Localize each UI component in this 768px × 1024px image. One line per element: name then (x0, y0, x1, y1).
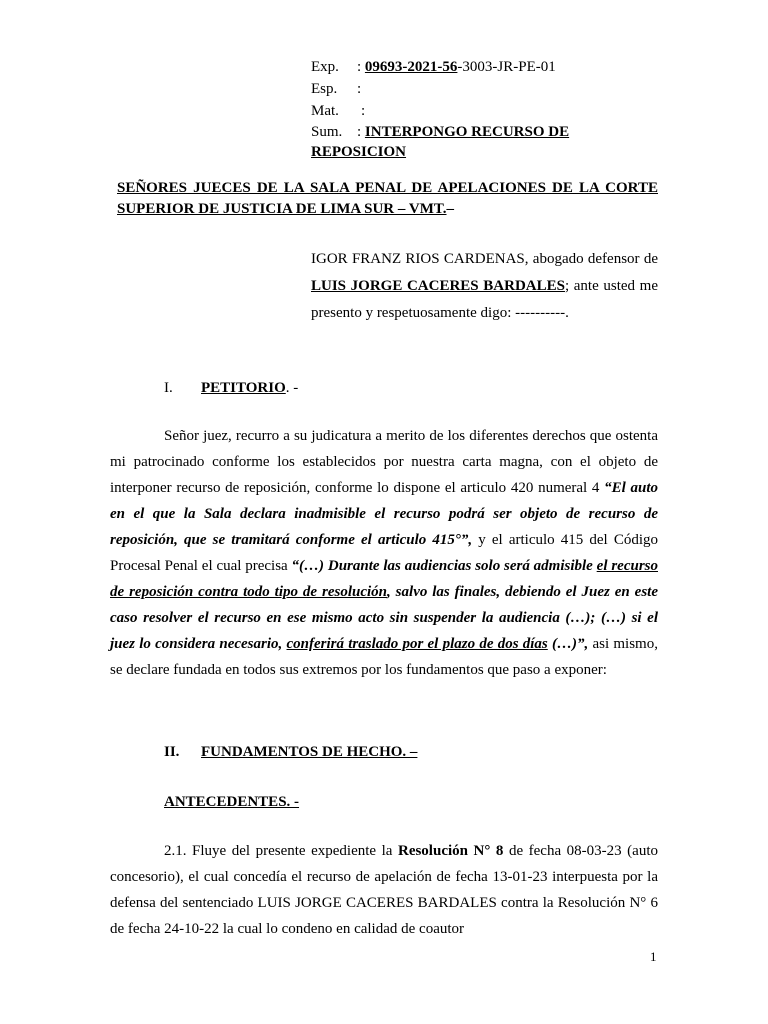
section-2-title: FUNDAMENTOS DE HECHO. – (201, 744, 418, 760)
sum-label: Sum. (311, 124, 343, 140)
section-2-numeral: II. (164, 744, 180, 760)
court-addressee (117, 178, 658, 220)
court-addressee-text: SEÑORES JUECES DE LA SALA PENAL DE APELACIONES DE LA CORTE SUPERIOR DE JUSTICIA DE LIMA SUR – VMT. (117, 180, 658, 217)
case-header (311, 56, 611, 162)
intro-text-2: ; ante usted me presento y respetuosamente digo: ----------. (311, 278, 659, 321)
para-2-1-text-2: de fecha 08-03-23 (auto concesorio), el cual concedía el recurso de apelación de fecha 13-01-23 interpuesta por la defensa del sentenciado LUIS JORGE CACERES BARDALES contra la Resolución N° 6 de fecha 24-10-22 la cual lo condeno en calidad de coautor (110, 843, 658, 937)
petitorio-quote-2a: “(…) Durante las audiencias solo será admisible (291, 558, 597, 574)
section-2-heading (164, 742, 417, 762)
petitorio-quote-2-underlined-2: conferirá traslado por el plazo de dos días (286, 636, 548, 652)
header-mat-row (311, 100, 611, 122)
section-1-numeral: I. (164, 380, 173, 396)
header-esp-row (311, 78, 611, 100)
exp-number-underlined: 09693-2021-56 (364, 59, 458, 75)
mat-separator: : (361, 103, 366, 119)
petitorio-text-2: y el articulo 415 del Código Procesal Penal el cual precisa (110, 532, 658, 574)
petitorio-paragraph (110, 423, 658, 683)
exp-separator: : (357, 59, 362, 75)
header-sum-row (311, 122, 611, 142)
section-1-title: PETITORIO (201, 380, 286, 396)
intro-text-1: IGOR FRANZ RIOS CARDENAS, abogado defensor de (311, 251, 658, 267)
petitorio-quote-2-underlined: el recurso de reposición contra todo tipo de resolución (110, 558, 658, 600)
sum-title-line1: INTERPONGO RECURSO DE (364, 124, 570, 140)
petitorio-text-3: asi mismo, se declare fundada en todos sus extremos por los fundamentos que paso a exponer: (110, 636, 658, 678)
esp-separator: : (357, 81, 362, 97)
petitorio-quote-2b: , salvo las finales, debiendo el Juez en este caso resolver el recurso en ese mismo acto sin suspender la audiencia (…); (…) si el juez lo considera necesario, (110, 584, 658, 652)
sum-title-line2: REPOSICION (311, 144, 407, 160)
intro-paragraph (311, 246, 658, 327)
petitorio-quote-1: “El auto en el que la Sala declara inadmisible el recurso podrá ser objeto de recurso de reposición, que se tramitará conforme el articulo 415°”, (110, 480, 659, 548)
paragraph-2-1 (110, 838, 658, 942)
page-number: 1 (650, 949, 657, 964)
para-2-1-resolution: Resolución N° 8 (397, 843, 504, 859)
esp-label: Esp. (311, 81, 338, 97)
court-addressee-suffix: – (446, 201, 455, 217)
header-exp-row (311, 56, 611, 78)
client-name: LUIS JORGE CACERES BARDALES (311, 278, 565, 294)
exp-label: Exp. (311, 59, 339, 75)
section-1-suffix: . - (285, 380, 299, 396)
para-2-1-text-1: 2.1. Fluye del presente expediente la (164, 843, 398, 859)
header-sum-row-2 (311, 142, 611, 162)
exp-number-rest: -3003-JR-PE-01 (457, 59, 556, 75)
mat-label: Mat. (311, 103, 339, 119)
section-1-heading (164, 378, 298, 398)
petitorio-text-1: Señor juez, recurro a su judicatura a merito de los diferentes derechos que ostenta mi patrocinado conforme los establecidos por nuestra carta magna, con el objeto de interponer recurso de reposición, conforme lo dispone el articulo 420 numeral 4 (110, 428, 658, 496)
petitorio-quote-2c: (…)”, (547, 636, 589, 652)
sum-separator: : (357, 124, 362, 140)
antecedentes-heading: ANTECEDENTES. - (164, 794, 300, 810)
